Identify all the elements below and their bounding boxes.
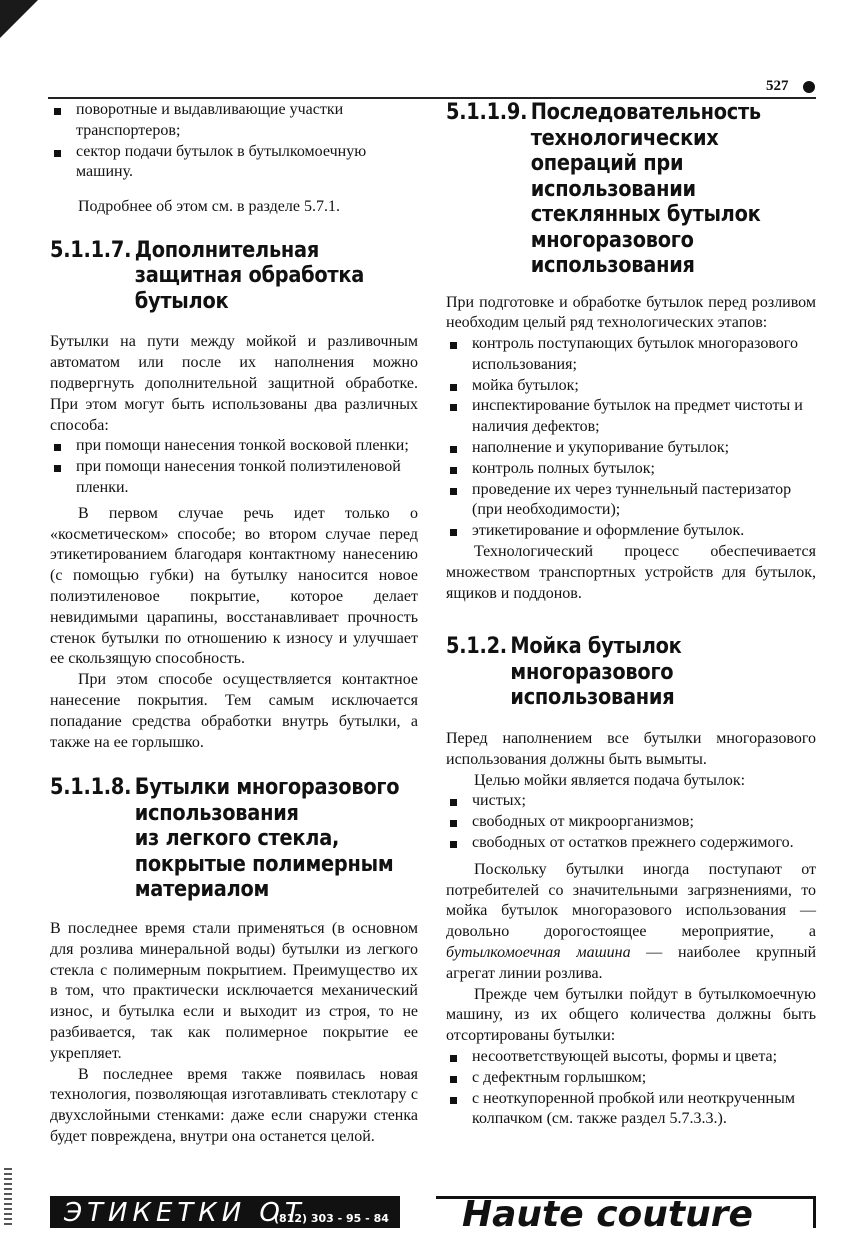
section-title-line: использования [510,685,675,711]
section-title-line: использования [134,800,299,826]
intro-reference: Подробнее об этом см. в разделе 5.7.1. [78,198,340,216]
bullet-icon [450,467,457,474]
bullet-icon [450,1076,457,1083]
section-title-line: Бутылки многоразового [134,775,400,801]
section-heading-5-1-1-7 [50,238,416,315]
list-item: контроль поступающих бутылок многоразового использования; [446,334,816,376]
section-title-line: из легкого стекла, [134,826,340,852]
bullet-icon [450,799,457,806]
paragraph: В последнее время стали применяться (в основном для розлива минеральной воды) бутылки из легкого стекла с полимерным покрытием. Преимущество их в том, что практически исключается механический износ, и бутылка если и выходит из строя, то не разбивается, так как полимерное покрытие ее укрепляет. [50,919,418,1062]
footer-ad-left-text: ЭТИКЕТКИ ОТ [64,1198,306,1228]
bullet-icon [450,820,457,827]
bullet-list [446,334,816,542]
list-item: чистых; [446,791,816,812]
intro-bullet-list [50,100,418,183]
list-item: инспектирование бутылок на предмет чистоты и наличия дефектов; [446,396,816,438]
scan-binding-edge [4,1165,12,1225]
section-title-line: бутылок [134,288,229,314]
bullet-icon [450,404,457,411]
footer-ad-left [50,1196,400,1228]
section-title-line: использования [530,253,695,278]
bullet-icon [450,529,457,536]
section-number: 5.1.1.7. [50,237,132,263]
header-rule [48,97,816,99]
section-title-line: Мойка бутылок [510,634,682,660]
page-number: 527 [766,78,789,94]
section-heading-5-1-2 [446,634,814,711]
list-item: свободных от микроорганизмов; [446,812,816,833]
section-number: 5.1.1.9. [446,100,528,125]
section-title-line: Дополнительная [134,237,320,263]
section-title-line: операций при [530,151,684,176]
list-item: несоответствующей высоты, формы и цвета; [446,1047,816,1068]
list-item: при помощи нанесения тонкой восковой пленки; [50,436,418,457]
paragraph: При этом способе осуществляется контактное нанесение покрытия. Тем самым исключается попадание средства обработки внутрь бутылки, а также на ее горлышко. [50,671,418,751]
paragraph: Целью мойки является подача бутылок: [474,771,746,789]
list-item: свободных от остатков прежнего содержимого. [446,833,816,854]
section-title-line: покрытые полимерным [134,851,394,877]
paragraph: Поскольку бутылки иногда поступают от потребителей со значительными загрязнениями, то мойка бутылок многоразового использования — довольно дорогостоящее мероприятие, а бутылкомоечная машина — наиболее крупный агрегат линии розлива. [446,860,816,982]
section-heading-5-1-1-8 [50,775,416,903]
paragraph: Бутылки на пути между мойкой и разливочным автоматом или после их наполнения можно подвергнуть дополнительной защитной обработке. При этом могут быть использованы два различных способа: [50,333,418,434]
paragraph: При подготовке и обработке бутылок перед розливом необходим целый ряд технологических этапов: [446,293,816,332]
footer-ad-right-text: Haute couture [462,1194,753,1235]
bullet-icon [450,342,457,349]
bullet-icon [450,1097,457,1104]
section-heading-5-1-1-9 [446,100,814,279]
bullet-list [50,436,418,498]
paragraph: В первом случае речь идет только о «косметическом» способе; во втором случае перед этикетированием благодаря контактному нанесению (с помощью губки) на бутылку наносится новое полиэтиленовое покрытие, которое делает невидимыми царапины, восстанавливает прочность стенок бутылки по отношению к износу и улучшает ее скользящую способность. [50,504,418,668]
section-title-line: многоразового [530,227,694,253]
list-item: мойка бутылок; [446,376,816,397]
list-item: с неоткупоренной пробкой или неоткрученным колпачком (см. также раздел 5.7.3.3.). [446,1089,816,1131]
section-number: 5.1.2. [446,634,507,660]
bullet-icon [54,444,61,451]
list-item: сектор подачи бутылок в бутылкомоечную машину. [50,142,418,184]
bullet-list [446,1047,816,1130]
bullet-icon [450,384,457,391]
page-number-dot-icon [803,81,815,93]
left-column [50,100,418,1148]
list-item: этикетирование и оформление бутылок. [446,521,816,542]
section-title-line: использовании [530,176,696,202]
section-title-line: многоразового [510,659,674,685]
list-item: контроль полных бутылок; [446,459,816,480]
paragraph: Технологический процесс обеспечивается множеством транспортных устройств для бутылок, ящиков и поддонов. [446,543,816,602]
bullet-icon [450,1055,457,1062]
bullet-icon [54,108,61,115]
section-title-line: материалом [134,877,270,903]
list-item: при помощи нанесения тонкой полиэтиленовой пленки. [50,457,418,499]
list-item: поворотные и выдавливающие участки транспортеров; [50,100,418,142]
bullet-list [446,791,816,853]
bullet-icon [450,841,457,848]
section-title-line: стеклянных бутылок [530,202,761,227]
emphasized-term: бутылкомоечная машина [446,943,631,961]
scan-corner [0,0,38,38]
section-title-line: защитная обработка [134,263,365,289]
paragraph: В последнее время также появилась новая технология, позволяющая изготавливать стеклотару с двухслойными стенками: даже если снаружи стенка будет повреждена, внутри она останется целой. [50,1065,418,1145]
right-column [446,100,816,1130]
paragraph: Прежде чем бутылки пойдут в бутылкомоечную машину, из их общего количества должны быть отсортированы бутылки: [446,985,816,1045]
section-number: 5.1.1.8. [50,775,132,801]
section-title-line: Последовательность [530,100,761,125]
list-item: проведение их через туннельный пастеризатор (при необходимости); [446,480,816,522]
bullet-icon [450,488,457,495]
section-title-line: технологических [530,125,719,151]
bullet-icon [54,150,61,157]
footer-ad-phone: (812) 303 - 95 - 84 [274,1212,389,1225]
list-item: наполнение и укупоривание бутылок; [446,438,816,459]
bullet-icon [54,465,61,472]
bullet-icon [450,446,457,453]
paragraph: Перед наполнением все бутылки многоразового использования должны быть вымыты. [446,729,816,768]
list-item: с дефектным горлышком; [446,1068,816,1089]
